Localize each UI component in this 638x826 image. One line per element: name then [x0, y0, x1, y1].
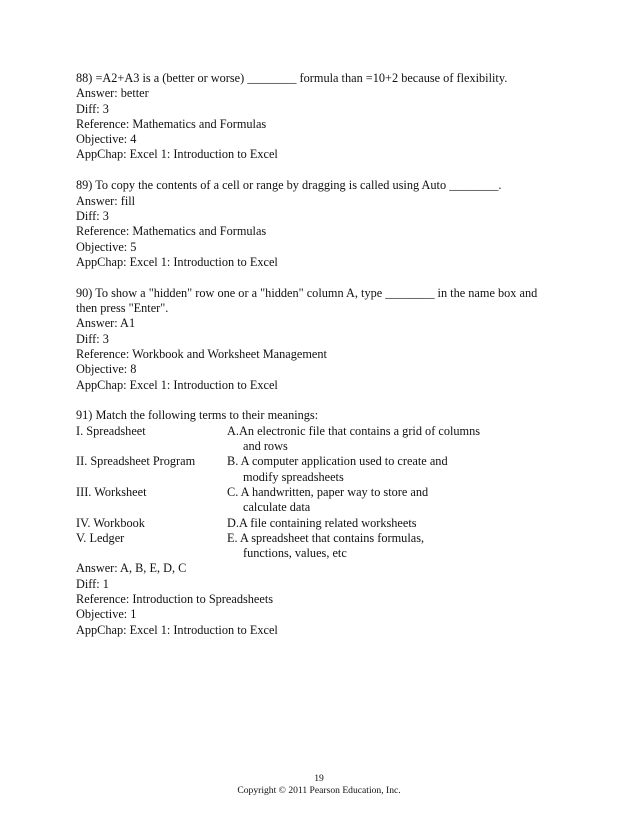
definition-letter: A. [227, 423, 239, 438]
definition-text: A spreadsheet that contains formulas, [237, 530, 425, 545]
question-prompt: 89) To copy the contents of a cell or range by dragging is called using Auto ________. [76, 178, 502, 193]
definition-letter: E. [227, 530, 238, 545]
reference-line: Reference: Mathematics and Formulas [76, 116, 267, 131]
question-list [76, 71, 566, 653]
difficulty-line: Diff: 3 [76, 101, 109, 116]
definition-text: A handwritten, paper way to store and [238, 484, 429, 499]
objective-line: Objective: 1 [76, 607, 137, 622]
question-prompt: 88) =A2+A3 is a (better or worse) ________ formula than =10+2 because of flexibility. [76, 71, 508, 85]
definition-continuation: and rows [243, 439, 288, 454]
definition-continuation: calculate data [243, 500, 311, 515]
definition-text: An electronic file that contains a grid of columns [238, 423, 481, 438]
copyright-notice: Copyright © 2011 Pearson Education, Inc. [237, 785, 401, 796]
objective-line: Objective: 5 [76, 239, 137, 254]
definition-text: A file containing related worksheets [238, 515, 417, 530]
matching-definition [227, 424, 566, 455]
reference-line: Reference: Workbook and Worksheet Management [76, 346, 327, 361]
answer-line: Answer: A, B, E, D, C [76, 561, 187, 576]
reference-line: Reference: Mathematics and Formulas [76, 224, 267, 239]
definition-continuation: modify spreadsheets [243, 469, 344, 484]
objective-line: Objective: 4 [76, 132, 137, 147]
matching-row [76, 485, 566, 516]
matching-definition [227, 516, 566, 531]
answer-line: Answer: A1 [76, 316, 136, 331]
matching-row [76, 454, 566, 485]
question-88 [76, 71, 566, 163]
matching-term: IV. Workbook [76, 515, 145, 530]
matching-definition [227, 454, 566, 485]
matching-term: II. Spreadsheet Program [76, 454, 196, 469]
appchap-line: AppChap: Excel 1: Introduction to Excel [76, 254, 278, 269]
matching-term: III. Worksheet [76, 484, 147, 499]
matching-row [76, 424, 566, 455]
objective-line: Objective: 8 [76, 362, 137, 377]
answer-line: Answer: better [76, 86, 149, 101]
page-number: 19 [314, 773, 324, 784]
reference-line: Reference: Introduction to Spreadsheets [76, 591, 274, 606]
appchap-line: AppChap: Excel 1: Introduction to Excel [76, 147, 278, 162]
matching-definition [227, 531, 566, 562]
question-91 [76, 408, 566, 637]
appchap-line: AppChap: Excel 1: Introduction to Excel [76, 377, 278, 392]
definition-text: A computer application used to create and [238, 454, 448, 469]
question-prompt-line-2: then press "Enter". [76, 301, 169, 316]
matching-row [76, 516, 566, 531]
matching-definition [227, 485, 566, 516]
matching-term: V. Ledger [76, 530, 125, 545]
difficulty-line: Diff: 1 [76, 576, 109, 591]
question-prompt-line-1: 90) To show a "hidden" row one or a "hidden" column A, type ________ in the name box and [76, 285, 538, 300]
matching-row [76, 531, 566, 562]
definition-letter: B. [227, 454, 239, 469]
definition-continuation: functions, values, etc [243, 546, 347, 561]
matching-table [76, 424, 566, 562]
question-90 [76, 286, 566, 393]
matching-term: I. Spreadsheet [76, 423, 146, 438]
difficulty-line: Diff: 3 [76, 208, 109, 223]
question-89 [76, 178, 566, 270]
difficulty-line: Diff: 3 [76, 331, 109, 346]
answer-line: Answer: fill [76, 193, 136, 208]
appchap-line: AppChap: Excel 1: Introduction to Excel [76, 622, 278, 637]
definition-letter: D. [227, 515, 239, 530]
definition-letter: C. [227, 484, 239, 499]
question-prompt: 91) Match the following terms to their meanings: [76, 408, 319, 423]
